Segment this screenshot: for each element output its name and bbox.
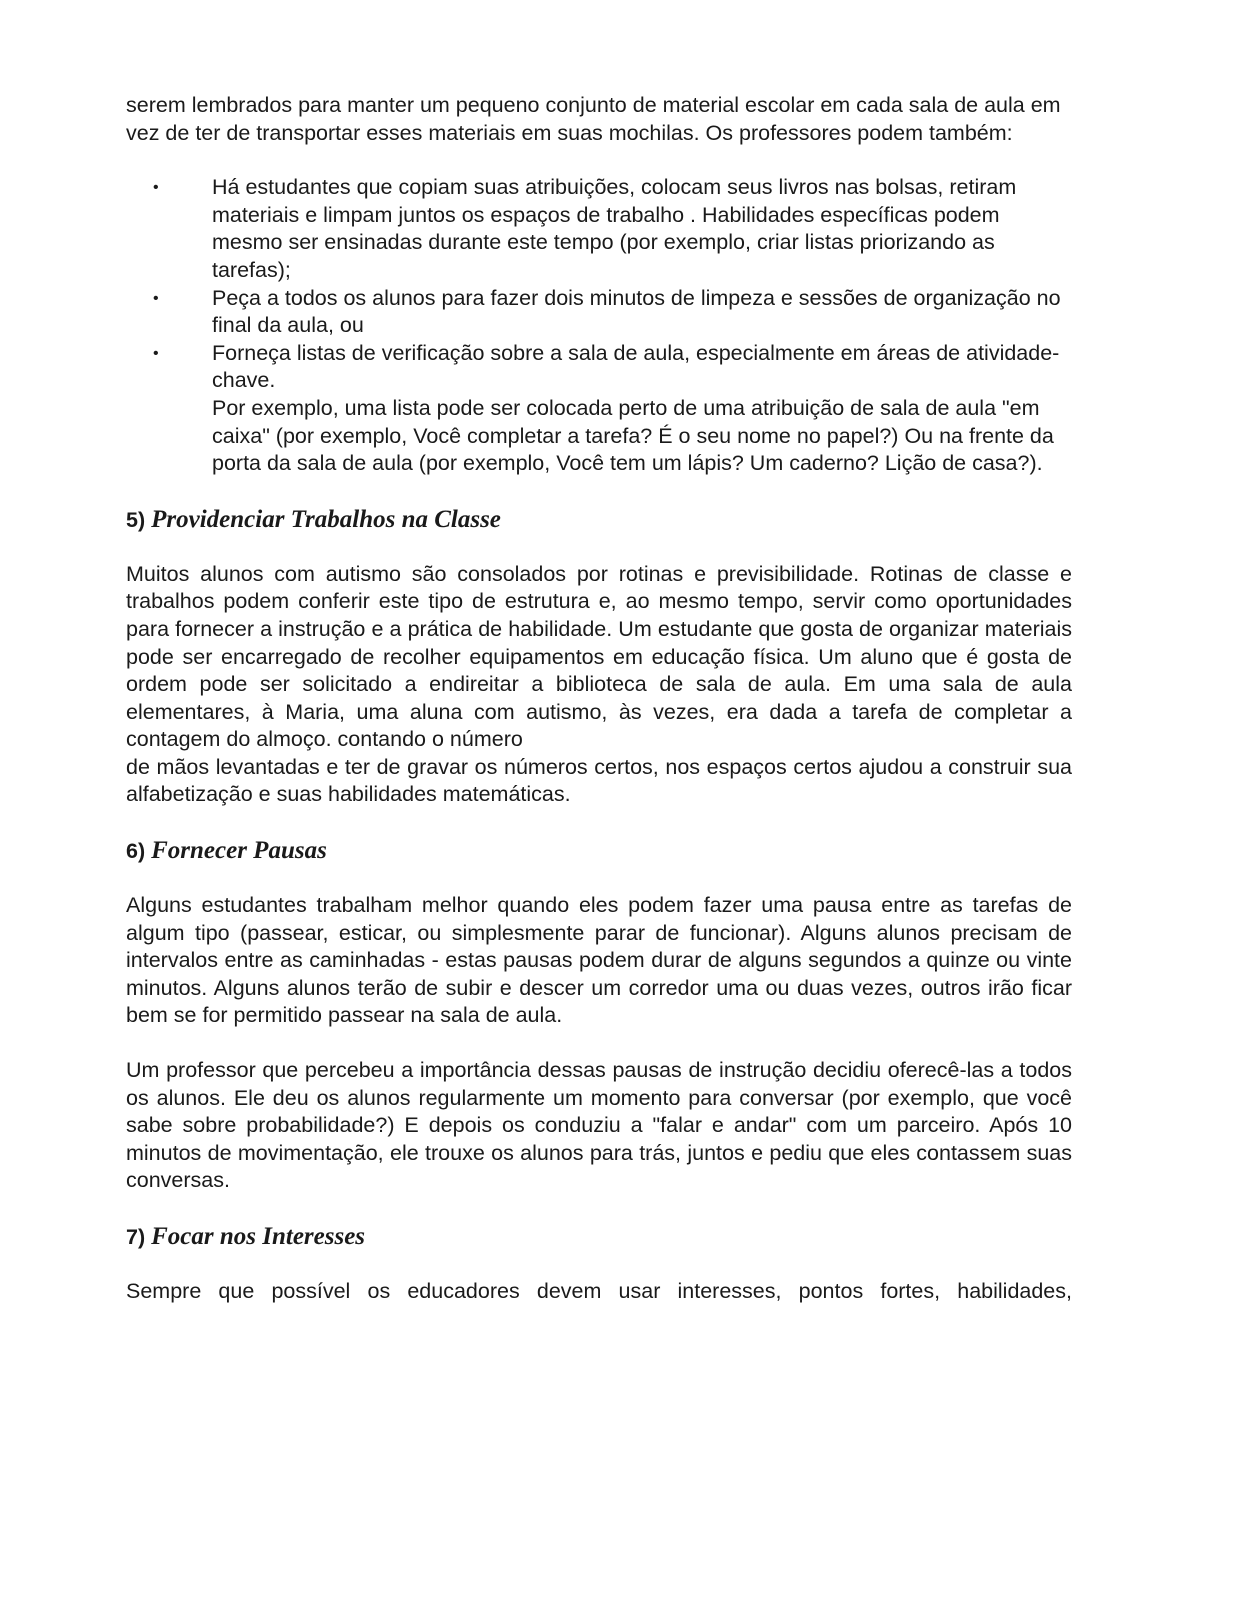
list-item-continuation: Por exemplo, uma lista pode ser colocada perto de uma atribuição de sala de aula "em caixa" (por exemplo, Você completar a tarefa? É o seu nome no papel?) Ou na frente da porta da sala de aula (por exemplo, Você tem um lápis? Um caderno? Lição de casa?). [212,395,1054,476]
paragraph-gap [126,1030,1072,1057]
section-number: 5) [126,507,146,532]
bullet-icon: • [153,179,159,197]
section-number: 6) [126,839,146,864]
list-item [126,340,1072,478]
bullet-list [126,174,1072,478]
bullet-icon: • [153,344,159,362]
section-6-paragraph-1: Alguns estudantes trabalham melhor quando eles podem fazer uma pausa entre as tarefas de algum tipo (passear, esticar, ou simplesmente parar de funcionar). Alguns alunos precisam de intervalos entre as caminhadas - estas pausas podem durar de alguns segundos a quinze ou vinte minutos. Alguns alunos terão de subir e descer um corredor uma ou duas vezes, outros irão ficar bem se for permitido passear na sala de aula. [126,893,1072,1028]
section-title: Fornecer Pausas [151,837,327,865]
section-title: Focar nos Interesses [151,1223,366,1250]
section-heading-6 [126,837,1072,865]
section-7-paragraph-1: Sempre que possível os educadores devem usar interesses, pontos fortes, habilidades, [126,1279,1072,1303]
section-6-paragraph-2: Um professor que percebeu a importância dessas pausas de instrução decidiu oferecê-las a todos os alunos. Ele deu os alunos regularmente um momento para conversar (por exemplo, que você sabe sobre probabilidade?) E depois os conduziu a "falar e andar" com um parceiro. Após 10 minutos de movimentação, ele trouxe os alunos para trás, juntos e pediu que eles contassem suas conversas. [126,1058,1072,1193]
section-number: 7) [126,1225,146,1249]
list-item-text: Peça a todos os alunos para fazer dois minutos de limpeza e sessões de organização no final da aula, ou [212,285,1061,338]
list-item [126,174,1072,284]
document-page [126,92,1072,1306]
section-title: Providenciar Trabalhos na Classe [151,505,501,533]
list-item [126,285,1072,340]
list-item-text: Forneça listas de verificação sobre a sala de aula, especialmente em áreas de atividade-chave. [212,340,1060,393]
section-5-paragraph-2: de mãos levantadas e ter de gravar os números certos, nos espaços certos ajudou a construir sua alfabetização e suas habilidades matemáticas. [126,754,1072,807]
bullet-icon: • [153,289,159,307]
section-heading-5 [126,506,1072,534]
section-5-paragraph-1: Muitos alunos com autismo são consolados por rotinas e previsibilidade. Rotinas de classe e trabalhos podem conferir este tipo de estrutura e, ao mesmo tempo, servir como oportunidades para fornecer a instrução e a prática de habilidade. Um estudante que gosta de organizar materiais pode ser encarregado de recolher equipamentos em educação física. Um aluno que é gosta de ordem pode ser solicitado a endireitar a biblioteca de sala de aula. Em uma sala de aula elementares, à Maria, uma aluna com autismo, às vezes, era dada a tarefa de completar a contagem do almoço. contando o número [126,561,1072,752]
list-item-text: Há estudantes que copiam suas atribuições, colocam seus livros nas bolsas, retiram materiais e limpam juntos os espaços de trabalho . Habilidades específicas podem mesmo ser ensinadas durante este tempo (por exemplo, criar listas priorizando as tarefas); [212,175,1017,282]
section-heading-7 [126,1223,1072,1251]
intro-paragraph: serem lembrados para manter um pequeno conjunto de material escolar em cada sala de aula em vez de ter de transportar esses materiais em suas mochilas. Os professores podem também: [126,93,1061,145]
